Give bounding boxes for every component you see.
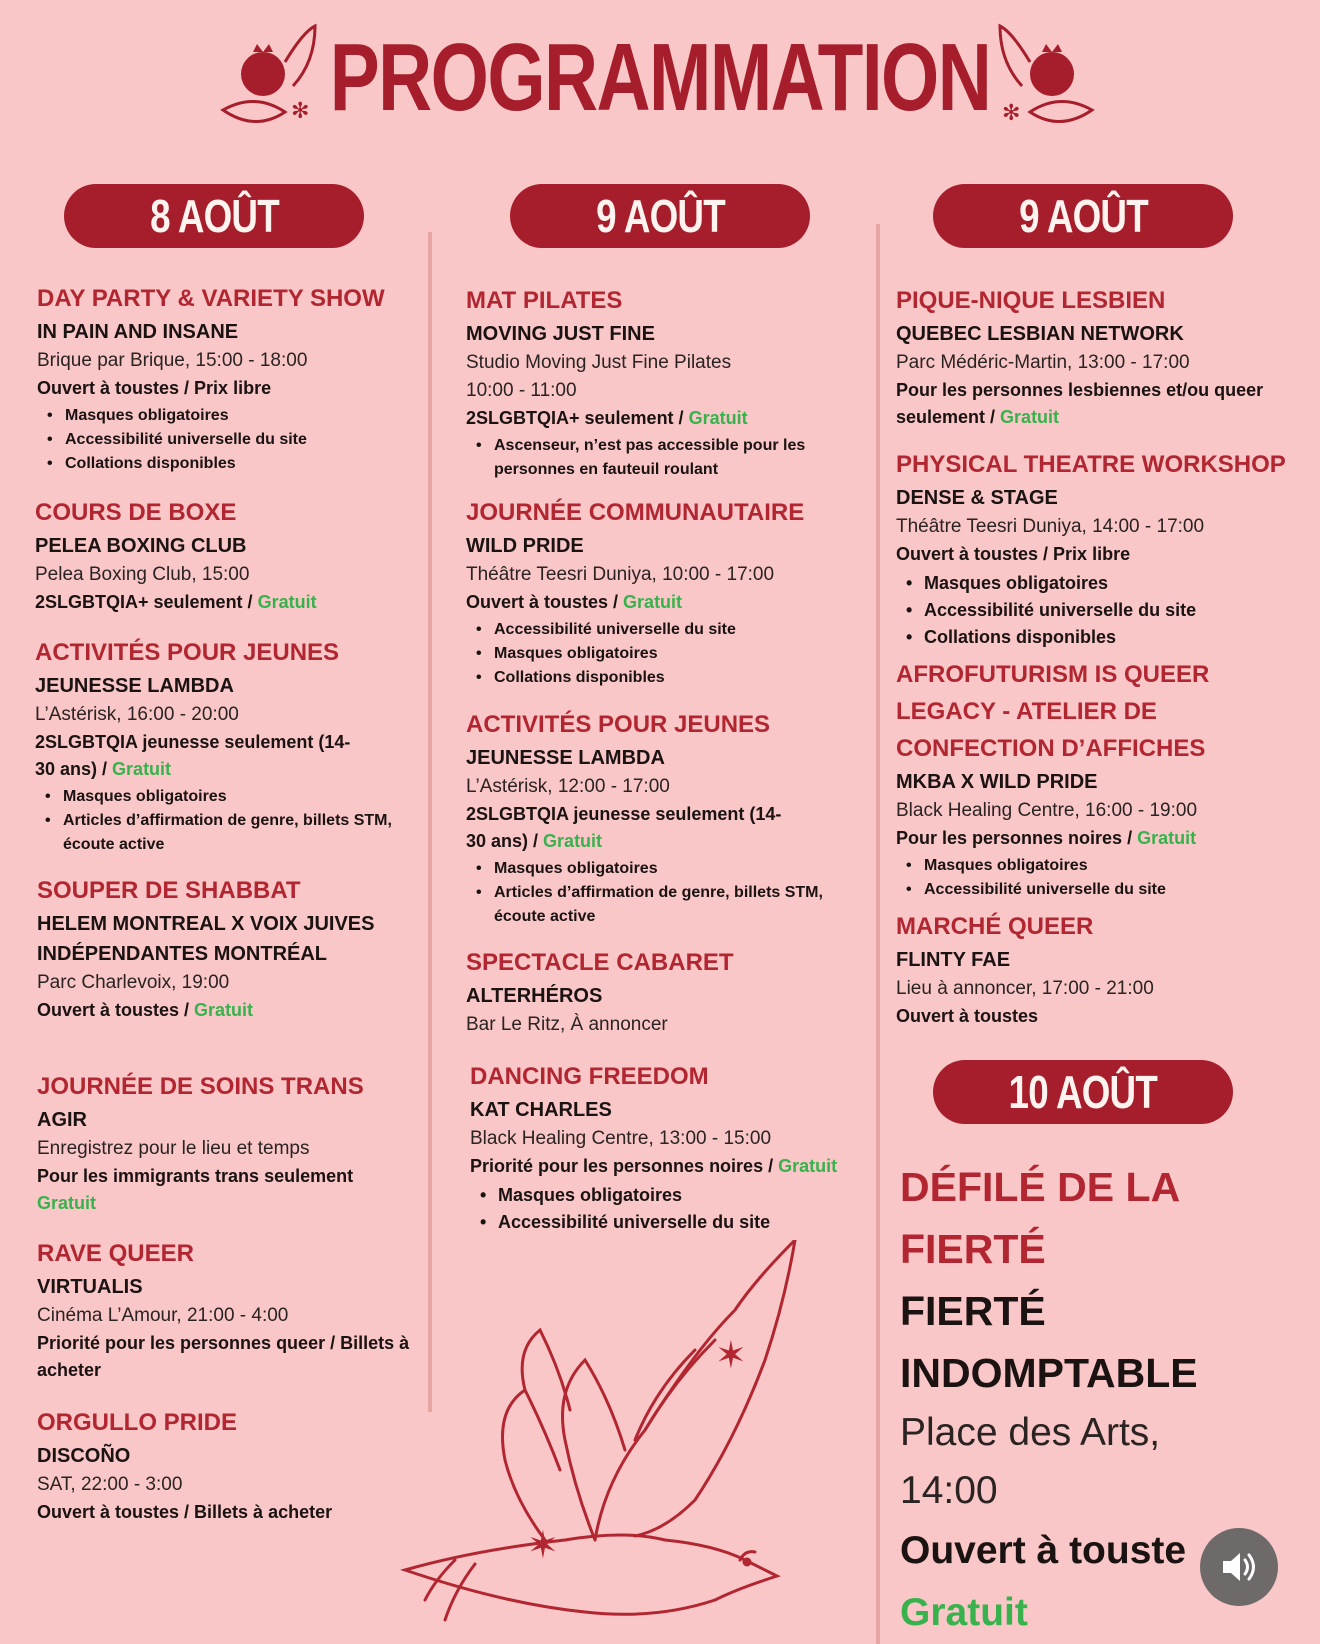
page-title: PROGRAMMATION bbox=[329, 24, 991, 131]
event-title: JOURNÉE COMMUNAUTAIRE bbox=[466, 499, 805, 526]
list-item: • Articles d’affirmation de genre, billets STM, écoute active bbox=[466, 881, 846, 929]
event-location: Parc Médéric-Martin, 13:00 - 17:00 bbox=[896, 352, 1190, 373]
event-title: SOUPER DE SHABBAT bbox=[37, 877, 301, 904]
event-access: 2SLGBTQIA+ seulement / Gratuit bbox=[35, 592, 317, 612]
event-organizer: QUEBEC LESBIAN NETWORK bbox=[896, 323, 1184, 345]
list-item: • Ascenseur, n’est pas accessible pour les personnes en fauteuil roulant bbox=[466, 434, 836, 482]
event-organizer: AGIR bbox=[37, 1109, 87, 1131]
event-title: SPECTACLE CABARET bbox=[466, 949, 734, 976]
event-location: L’Astérisk, 12:00 - 17:00 bbox=[466, 776, 670, 797]
list-item: • Accessibilité universelle du site bbox=[896, 878, 1236, 902]
event-access: Priorité pour les personnes noires / Gratuit bbox=[470, 1156, 838, 1176]
event-notes bbox=[466, 857, 846, 929]
event-organizer: HELEM MONTREAL X VOIX JUIVES INDÉPENDANTES MONTRÉAL bbox=[37, 913, 375, 965]
list-item: • Collations disponibles bbox=[37, 452, 437, 476]
free-label: Gratuit bbox=[112, 759, 172, 779]
event-organizer: FLINTY FAE bbox=[896, 949, 1011, 971]
event-organizer: DISCOÑO bbox=[37, 1445, 131, 1467]
free-label: Gratuit bbox=[1137, 828, 1197, 848]
event-access: Ouvert à toustes / Prix libre bbox=[37, 378, 272, 398]
list-item: • Articles d’affirmation de genre, billets STM, écoute active bbox=[35, 809, 435, 857]
event-access: Ouvert à toustes / Prix libre bbox=[896, 544, 1131, 564]
event-access: 2SLGBTQIA jeunesse seulement (14-30 ans) / Gratuit bbox=[35, 732, 351, 779]
event-access: Pour les personnes noires / Gratuit bbox=[896, 828, 1197, 848]
event-access: Ouvert à toustes / Billets à acheter bbox=[37, 1502, 333, 1522]
list-item: • Masques obligatoires bbox=[896, 854, 1236, 878]
event-title: ACTIVITÉS POUR JEUNES bbox=[35, 639, 340, 666]
event-title: AFROFUTURISM IS QUEER LEGACY - ATELIER DE CONFECTION D’AFFICHES bbox=[896, 661, 1210, 762]
event-organizer: JEUNESSE LAMBDA bbox=[35, 675, 234, 697]
event-access: Pour les immigrants trans seulement bbox=[37, 1166, 354, 1186]
event-card bbox=[896, 656, 1236, 902]
event-location: L’Astérisk, 16:00 - 20:00 bbox=[35, 704, 239, 725]
event-organizer: FIERTÉ INDOMPTABLE bbox=[900, 1288, 1198, 1396]
event-notes bbox=[466, 434, 836, 482]
event-organizer: DENSE & STAGE bbox=[896, 487, 1058, 509]
event-card bbox=[37, 872, 437, 1024]
free-label: Gratuit bbox=[194, 1000, 254, 1020]
date-pill-col3: 9 AOÛT bbox=[933, 184, 1233, 248]
event-card-featured bbox=[900, 1156, 1230, 1644]
event-access: Pour les personnes lesbiennes et/ou queer seulement / Gratuit bbox=[896, 380, 1264, 427]
event-title: PHYSICAL THEATRE WORKSHOP bbox=[896, 451, 1286, 478]
event-card bbox=[896, 908, 1296, 1030]
free-label: Gratuit bbox=[688, 408, 748, 428]
svg-text:✻: ✻ bbox=[291, 99, 310, 124]
list-item: • Masques obligatoires bbox=[896, 570, 1306, 597]
svg-text:✻: ✻ bbox=[1002, 101, 1021, 126]
event-card bbox=[466, 944, 866, 1039]
date-pill-col1: 8 AOÛT bbox=[64, 184, 364, 248]
event-organizer: VIRTUALIS bbox=[37, 1276, 143, 1298]
event-access: 2SLGBTQIA+ seulement / Gratuit bbox=[466, 408, 748, 428]
list-item: • Masques obligatoires bbox=[470, 1182, 870, 1209]
list-item: • Accessibilité universelle du site bbox=[37, 428, 437, 452]
event-location: Théâtre Teesri Duniya, 14:00 - 17:00 bbox=[896, 516, 1205, 537]
list-item: • Masques obligatoires bbox=[466, 642, 866, 666]
event-location: Bar Le Ritz, À annoncer bbox=[466, 1014, 668, 1035]
event-organizer: MOVING JUST FINE bbox=[466, 323, 655, 345]
event-location: Black Healing Centre, 13:00 - 15:00 bbox=[470, 1128, 772, 1149]
event-notes bbox=[470, 1182, 870, 1236]
event-card bbox=[37, 1235, 437, 1384]
list-item: • Masques obligatoires bbox=[35, 785, 435, 809]
event-access: Ouvert à touste bbox=[900, 1529, 1187, 1572]
sound-toggle-button[interactable] bbox=[1200, 1528, 1278, 1606]
list-item: • Collations disponibles bbox=[896, 624, 1306, 651]
svg-text:✶: ✶ bbox=[715, 1333, 747, 1377]
event-location: Place des Arts, 14:00 bbox=[900, 1411, 1161, 1512]
date-pill-aug10: 10 AOÛT bbox=[933, 1060, 1233, 1124]
event-location: Enregistrez pour le lieu et temps bbox=[37, 1138, 310, 1159]
event-location: Lieu à annoncer, 17:00 - 21:00 bbox=[896, 978, 1154, 999]
event-title: ORGULLO PRIDE bbox=[37, 1409, 238, 1436]
event-location: Parc Charlevoix, 19:00 bbox=[37, 972, 230, 993]
event-access: Ouvert à toustes / Gratuit bbox=[466, 592, 683, 612]
event-notes bbox=[896, 854, 1236, 902]
event-location: Black Healing Centre, 16:00 - 19:00 bbox=[896, 800, 1198, 821]
svg-text:✶: ✶ bbox=[527, 1523, 559, 1567]
list-item: • Collations disponibles bbox=[466, 666, 866, 690]
list-item: • Accessibilité universelle du site bbox=[470, 1209, 870, 1236]
event-location: Pelea Boxing Club, 15:00 bbox=[35, 564, 250, 585]
event-location: Cinéma L’Amour, 21:00 - 4:00 bbox=[37, 1305, 289, 1326]
speaker-icon bbox=[1220, 1550, 1258, 1584]
event-organizer: MKBA X WILD PRIDE bbox=[896, 771, 1098, 793]
event-card bbox=[37, 280, 437, 476]
event-notes bbox=[35, 785, 435, 857]
free-label: Gratuit bbox=[900, 1591, 1028, 1634]
event-card bbox=[470, 1058, 870, 1236]
list-item: • Accessibilité universelle du site bbox=[896, 597, 1306, 624]
event-access: Ouvert à toustes / Gratuit bbox=[37, 1000, 254, 1020]
list-item: • Accessibilité universelle du site bbox=[466, 618, 866, 642]
free-label: Gratuit bbox=[623, 592, 683, 612]
list-item: • Masques obligatoires bbox=[466, 857, 846, 881]
event-access: Ouvert à toustes bbox=[896, 1006, 1039, 1026]
event-organizer: KAT CHARLES bbox=[470, 1099, 612, 1121]
event-location: SAT, 22:00 - 3:00 bbox=[37, 1474, 183, 1495]
event-notes bbox=[37, 404, 437, 476]
event-location: Studio Moving Just Fine Pilates 10:00 - 11:00 bbox=[466, 352, 732, 401]
free-label: Gratuit bbox=[543, 831, 603, 851]
event-card bbox=[37, 1068, 437, 1217]
event-notes bbox=[896, 570, 1306, 651]
event-title: RAVE QUEER bbox=[37, 1240, 194, 1267]
event-title: MAT PILATES bbox=[466, 287, 623, 314]
event-card bbox=[35, 494, 435, 616]
event-title: ACTIVITÉS POUR JEUNES bbox=[466, 711, 771, 738]
event-card bbox=[37, 1404, 437, 1526]
event-organizer: ALTERHÉROS bbox=[466, 985, 603, 1007]
date-pill-col2: 9 AOÛT bbox=[510, 184, 810, 248]
event-organizer: WILD PRIDE bbox=[466, 535, 584, 557]
free-label: Gratuit bbox=[1000, 407, 1060, 427]
event-title: MARCHÉ QUEER bbox=[896, 913, 1094, 940]
event-title: DAY PARTY & VARIETY SHOW bbox=[37, 285, 385, 312]
event-card bbox=[466, 494, 866, 690]
event-organizer: PELEA BOXING CLUB bbox=[35, 535, 247, 557]
event-title: JOURNÉE DE SOINS TRANS bbox=[37, 1073, 364, 1100]
event-organizer: IN PAIN AND INSANE bbox=[37, 321, 239, 343]
event-title: DÉFILÉ DE LA FIERTÉ bbox=[900, 1164, 1179, 1272]
event-title: COURS DE BOXE bbox=[35, 499, 237, 526]
event-card bbox=[896, 446, 1306, 651]
pomegranate-icon-right bbox=[990, 22, 1100, 132]
event-organizer: JEUNESSE LAMBDA bbox=[466, 747, 665, 769]
event-card bbox=[466, 282, 866, 482]
event-location: Brique par Brique, 15:00 - 18:00 bbox=[37, 350, 308, 371]
event-access: 2SLGBTQIA jeunesse seulement (14-30 ans) / Gratuit bbox=[466, 804, 782, 851]
pomegranate-icon-left bbox=[215, 22, 325, 132]
event-title: PIQUE-NIQUE LESBIEN bbox=[896, 287, 1166, 314]
event-card bbox=[896, 282, 1296, 431]
event-card bbox=[35, 634, 435, 857]
column-divider bbox=[876, 224, 880, 1644]
event-location: Théâtre Teesri Duniya, 10:00 - 17:00 bbox=[466, 564, 775, 585]
list-item: • Masques obligatoires bbox=[37, 404, 437, 428]
dove-illustration bbox=[395, 1240, 815, 1640]
event-access: Priorité pour les personnes queer / Billets à acheter bbox=[37, 1333, 410, 1380]
free-label: Gratuit bbox=[257, 592, 317, 612]
event-title: DANCING FREEDOM bbox=[470, 1063, 709, 1090]
event-notes bbox=[466, 618, 866, 690]
free-label: Gratuit bbox=[778, 1156, 838, 1176]
event-card bbox=[466, 706, 866, 929]
free-label: Gratuit bbox=[37, 1193, 97, 1213]
